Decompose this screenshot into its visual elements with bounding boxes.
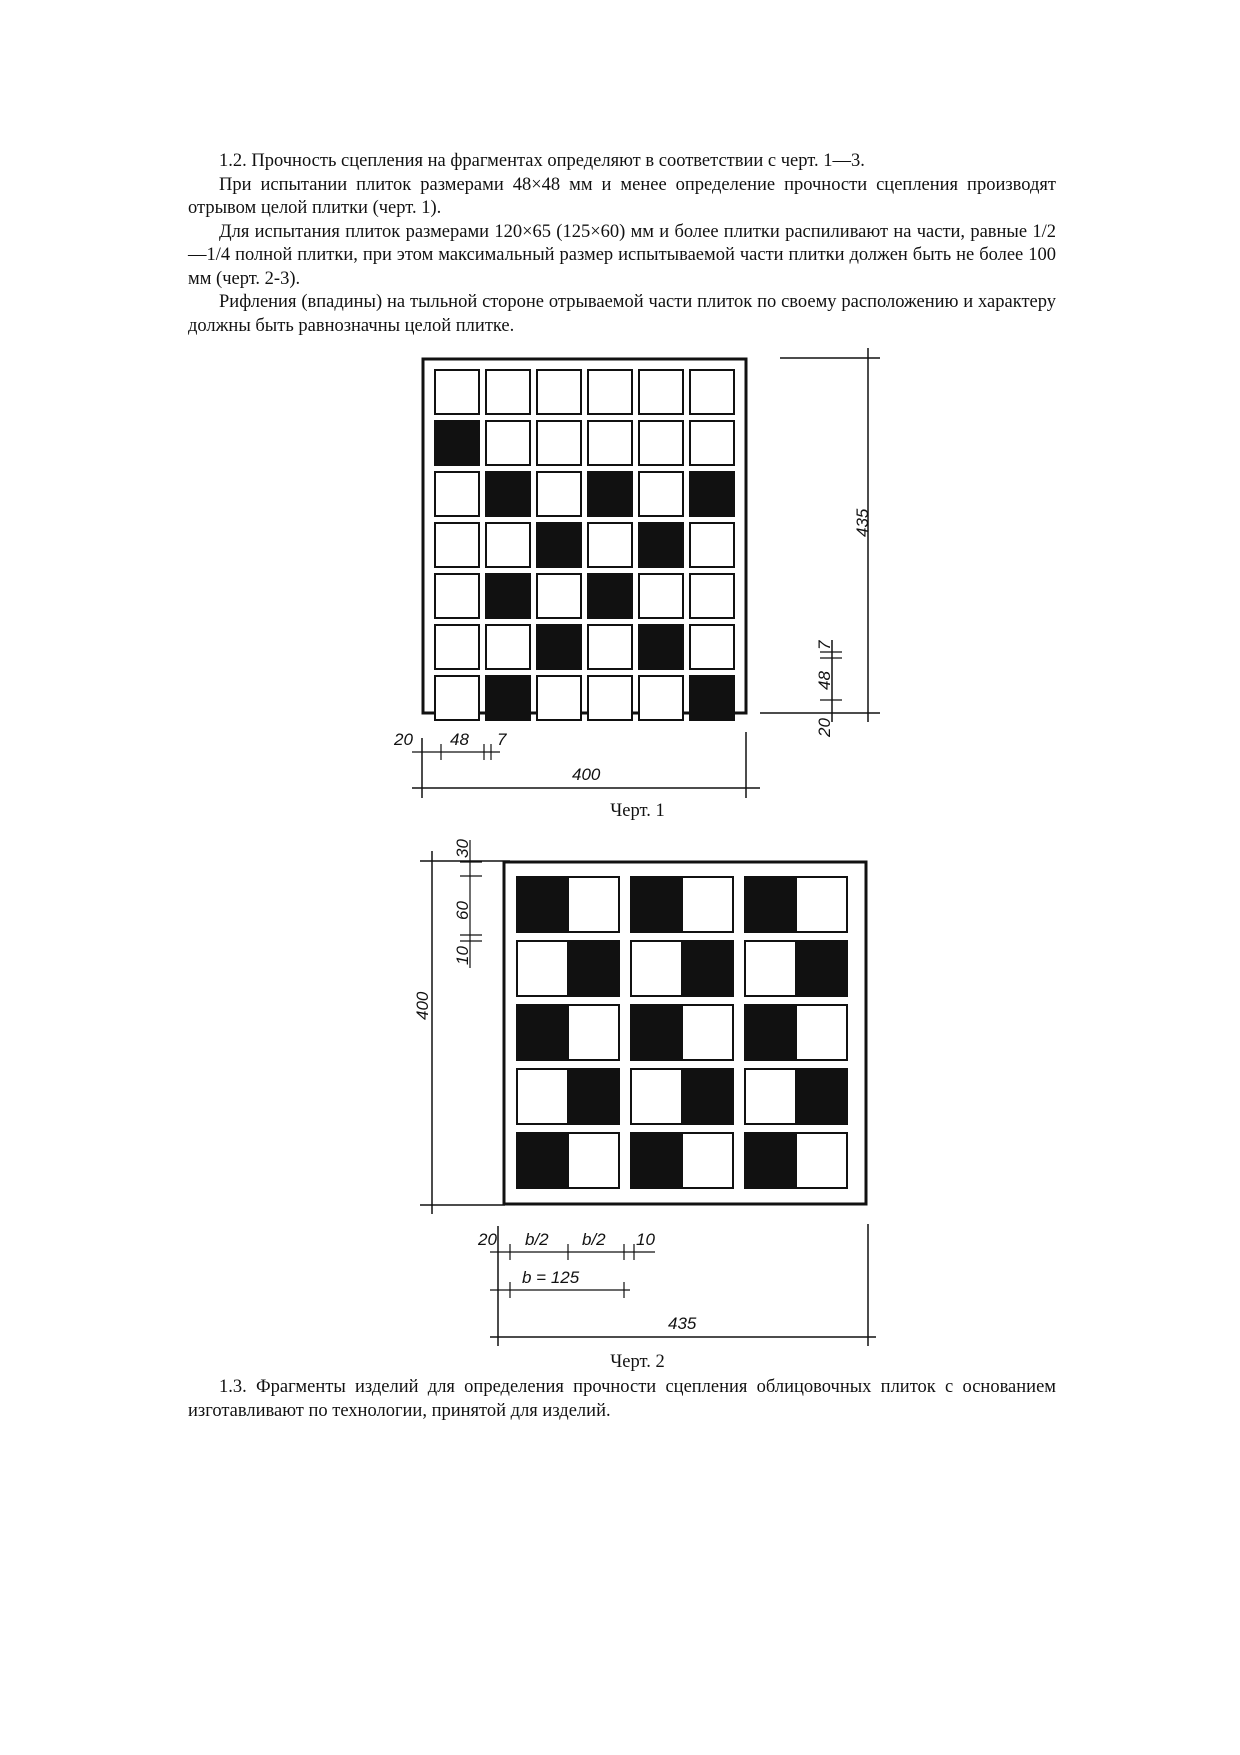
empty-tile [537, 370, 581, 414]
filled-tile [486, 574, 530, 618]
empty-half-tile [796, 1133, 847, 1188]
filled-half-tile [682, 1069, 733, 1124]
empty-half-tile [517, 941, 568, 996]
empty-half-tile [568, 1133, 619, 1188]
fig2-half-b2-label: b/2 [582, 1230, 606, 1249]
empty-tile [435, 523, 479, 567]
empty-tile [537, 574, 581, 618]
empty-half-tile [631, 941, 682, 996]
filled-tile [690, 472, 734, 516]
figure-1-tile-grid [435, 370, 734, 720]
fig1-height-label: 435 [853, 508, 872, 537]
fig2-b-label: b = 125 [522, 1268, 580, 1287]
filled-tile [639, 523, 683, 567]
filled-half-tile [517, 1133, 568, 1188]
empty-half-tile [568, 877, 619, 932]
filled-half-tile [745, 1133, 796, 1188]
empty-tile [588, 370, 632, 414]
filled-half-tile [517, 877, 568, 932]
filled-half-tile [517, 1005, 568, 1060]
empty-tile [486, 523, 530, 567]
filled-half-tile [745, 1005, 796, 1060]
empty-tile [435, 625, 479, 669]
empty-tile [486, 625, 530, 669]
fig1-gap-h-label: 7 [497, 730, 507, 749]
fig1-tile-h-label: 48 [450, 730, 469, 749]
filled-tile [639, 625, 683, 669]
filled-half-tile [796, 941, 847, 996]
empty-half-tile [796, 1005, 847, 1060]
paragraph-small-tiles: При испытании плиток размерами 48×48 мм и менее определение прочности сцепления производят отрывом целой плитки (черт. 1). [188, 174, 1056, 218]
filled-half-tile [745, 877, 796, 932]
empty-tile [537, 676, 581, 720]
filled-half-tile [796, 1069, 847, 1124]
filled-tile [537, 523, 581, 567]
empty-tile [639, 574, 683, 618]
empty-half-tile [631, 1069, 682, 1124]
empty-tile [435, 676, 479, 720]
empty-tile [639, 370, 683, 414]
fig1-gap-v-label: 7 [815, 640, 834, 650]
filled-half-tile [568, 941, 619, 996]
figure-1-caption: Черт. 1 [610, 801, 665, 821]
filled-half-tile [631, 1005, 682, 1060]
fig1-width-label: 400 [572, 765, 601, 784]
filled-tile [486, 472, 530, 516]
fig2-height-label: 400 [413, 991, 432, 1020]
empty-tile [639, 472, 683, 516]
filled-half-tile [631, 877, 682, 932]
empty-tile [690, 370, 734, 414]
fig1-edge-v-label: 20 [815, 718, 834, 737]
empty-half-tile [682, 1133, 733, 1188]
figure-2-caption: Черт. 2 [610, 1352, 665, 1372]
empty-half-tile [682, 877, 733, 932]
empty-tile [639, 676, 683, 720]
fig2-width-label: 435 [668, 1314, 697, 1333]
empty-tile [537, 421, 581, 465]
empty-half-tile [796, 877, 847, 932]
empty-tile [690, 523, 734, 567]
fig2-edge-label: 20 [478, 1230, 497, 1249]
filled-tile [537, 625, 581, 669]
empty-tile [588, 523, 632, 567]
empty-half-tile [568, 1005, 619, 1060]
filled-half-tile [631, 1133, 682, 1188]
filled-tile [435, 421, 479, 465]
empty-tile [588, 421, 632, 465]
empty-half-tile [745, 1069, 796, 1124]
empty-tile [486, 421, 530, 465]
empty-tile [588, 676, 632, 720]
paragraph-1-2: 1.2. Прочность сцепления на фрагментах определяют в соответствии с черт. 1—3. [219, 151, 865, 171]
fig2-gap-label: 10 [453, 946, 472, 965]
empty-tile [486, 370, 530, 414]
empty-tile [690, 625, 734, 669]
empty-tile [690, 574, 734, 618]
empty-half-tile [517, 1069, 568, 1124]
empty-half-tile [745, 941, 796, 996]
filled-half-tile [568, 1069, 619, 1124]
fig2-tile-label: 60 [453, 901, 472, 920]
paragraph-1-3: 1.3. Фрагменты изделий для определения прочности сцепления облицовочных плиток с основанием изготавливают по технологии, принятой для изделий. [188, 1377, 1056, 1421]
figure-2-drawing [420, 840, 876, 1346]
filled-tile [690, 676, 734, 720]
fig2-top-label: 30 [453, 839, 472, 858]
fig2-half-b-label: b/2 [525, 1230, 549, 1249]
filled-tile [588, 472, 632, 516]
fig2-gap-h-label: 10 [636, 1230, 655, 1249]
paragraph-grooves: Рифления (впадины) на тыльной стороне отрываемой части плиток по своему расположению и характеру должны быть равнозначны целой плитке. [188, 292, 1056, 336]
fig1-edge-h-label: 20 [394, 730, 413, 749]
filled-tile [588, 574, 632, 618]
empty-tile [588, 625, 632, 669]
empty-tile [435, 472, 479, 516]
paragraph-large-tiles: Для испытания плиток размерами 120×65 (125×60) мм и более плитки распиливают на части, равные 1/2—1/4 полной плитки, при этом максимальный размер испытываемой части плитки должен быть не более 100 мм (черт. 2-3). [188, 221, 1056, 289]
empty-tile [435, 574, 479, 618]
empty-tile [435, 370, 479, 414]
closing-text [188, 1376, 1056, 1423]
filled-half-tile [682, 941, 733, 996]
figure-2-tile-grid [517, 877, 847, 1188]
empty-half-tile [682, 1005, 733, 1060]
empty-tile [690, 421, 734, 465]
fig1-tile-v-label: 48 [815, 671, 834, 690]
figure-1-drawing [412, 348, 880, 798]
empty-tile [639, 421, 683, 465]
empty-tile [537, 472, 581, 516]
filled-tile [486, 676, 530, 720]
